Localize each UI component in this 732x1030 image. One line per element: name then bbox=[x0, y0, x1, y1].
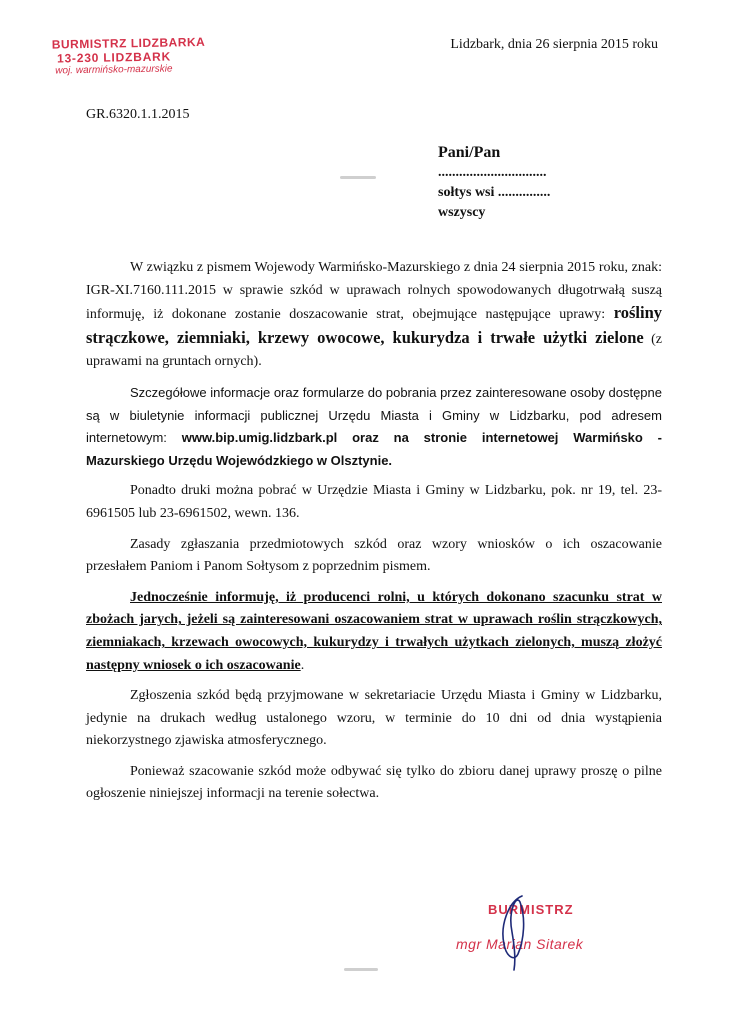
addressee-line-4: wszyscy bbox=[438, 205, 486, 220]
office-stamp bbox=[52, 34, 233, 77]
paragraph-5-underlined: Jednocześnie informuję, iż producenci rolni, u których dokonano szacunku strat w zbożach jarych, jeżeli są zainteresowani oszacowaniem strat w uprawach roślin strączkowych, ziemniakach, krzewach owocowych, kukurydzy i trwałych użytkach zielonych, muszą złożyć następny wniosek o ich oszacowanie bbox=[86, 589, 662, 673]
scan-smudge bbox=[344, 968, 378, 971]
letter-date: Lidzbark, dnia 26 sierpnia 2015 roku bbox=[450, 37, 658, 52]
paragraph-7: Ponieważ szacowanie szkód może odbywać się tylko do zbioru danej uprawy proszę o pilne ogłoszenie niniejszej informacji na terenie sołectwa. bbox=[86, 763, 662, 802]
paragraph-2-text: Szczegółowe informacje oraz formularze do pobrania przez zainteresowane osoby dostępne są w biuletynie informacji publicznej Urzędu Miasta i Gminy w Lidzbarku, pod adresem internetowym: bbox=[86, 384, 662, 446]
handwritten-signature bbox=[486, 892, 546, 972]
letter-body bbox=[86, 257, 662, 814]
paragraph-1-emphasis: rośliny strączkowe, ziemniaki, krzewy owocowe, kukurydza i trwałe użytki zielone bbox=[86, 303, 662, 347]
stamp-line-1: BURMISTRZ LIDZBARKA bbox=[51, 34, 206, 52]
paragraph-1-tail: (z uprawami na gruntach ornych). bbox=[86, 331, 662, 370]
addressee-block bbox=[438, 143, 550, 223]
stamp-line-3: woj. warmińsko-mazurskie bbox=[55, 63, 173, 77]
stamp-line-2: 13-230 LIDZBARK bbox=[56, 49, 172, 66]
paragraph-1 bbox=[86, 257, 662, 374]
paragraph-6: Zgłoszenia szkód będą przyjmowane w sekretariacie Urzędu Miasta i Gminy w Lidzbarku, jedynie na drukach według ustalonego wzoru, w terminie do 10 dni od dnia wystąpienia niekorzystnego zjawiska atmosferycznego. bbox=[86, 688, 662, 749]
paragraph-3: Ponadto druki można pobrać w Urzędzie Miasta i Gminy w Lidzbarku, pok. nr 19, tel. 23-6961505 lub 23-6961502, wewn. 136. bbox=[86, 483, 662, 521]
paragraph-2 bbox=[86, 382, 662, 472]
addressee-line-2: ............................... bbox=[438, 165, 547, 180]
signature-name: mgr Marian Sitarek bbox=[456, 936, 584, 952]
signature-stamp bbox=[456, 898, 656, 964]
addressee-line-1: Pani/Pan bbox=[438, 144, 501, 161]
paragraph-5-tail: . bbox=[300, 657, 305, 673]
signature-title: BURMISTRZ bbox=[488, 902, 574, 917]
paragraph-1-text: W związku z pismem Wojewody Warmińsko-Mazurskiego z dnia 24 sierpnia 2015 roku, znak: IGR-XI.7160.111.2015 w sprawie szkód w uprawach rolnych spowodowanych długotrwałą suszą informuję, iż dokonane zostanie doszacowanie strat, obejmujące następujące uprawy: bbox=[86, 260, 662, 323]
website-link: www.bip.umig.lidzbark.pl oraz na stronie internetowej Warmińsko - Mazurskiego Urzędu Wojewódzkiego w Olsztynie. bbox=[86, 430, 662, 468]
paragraph-4: Zasady zgłaszania przedmiotowych szkód oraz wzory wniosków o ich oszacowanie przesłałem Paniom i Panom Sołtysom z poprzednim pismem. bbox=[86, 536, 662, 575]
scan-smudge bbox=[340, 176, 376, 179]
addressee-line-3: sołtys wsi ............... bbox=[438, 185, 551, 200]
paragraph-5 bbox=[86, 587, 662, 677]
reference-number: GR.6320.1.1.2015 bbox=[86, 107, 190, 122]
